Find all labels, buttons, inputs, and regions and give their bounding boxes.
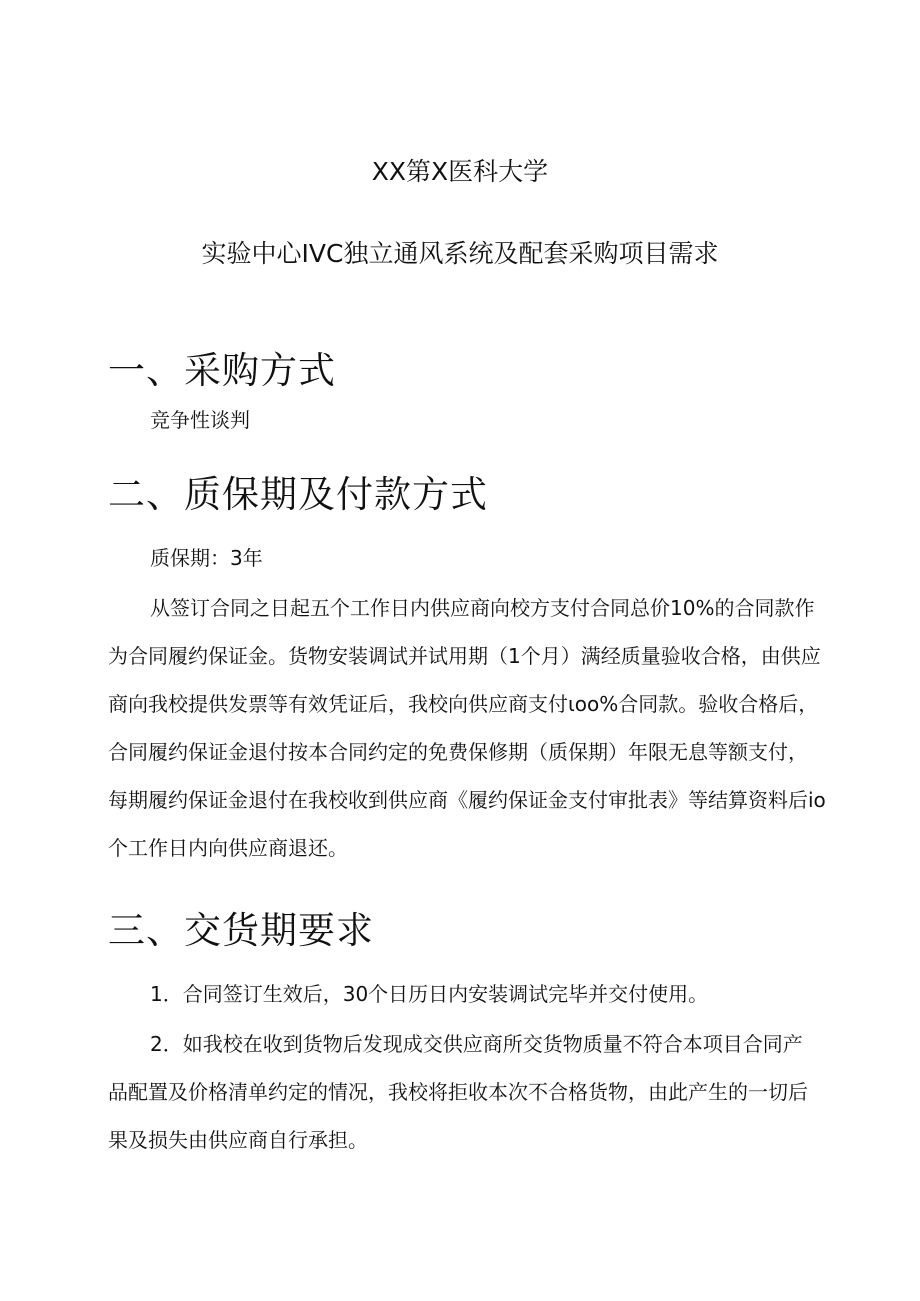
- delivery-item-2-line-3: 果及损失由供应商自行承担。: [108, 1128, 368, 1152]
- section-heading-procurement-method: 一、采购方式: [108, 349, 336, 392]
- delivery-item-2-line-2: 品配置及价格清单约定的情况，我校将拒收本次不合格货物，由此产生的一切后: [108, 1080, 808, 1104]
- payment-paragraph-line-6: 个工作日内向供应商退还。: [108, 836, 348, 860]
- payment-paragraph-line-5: 每期履约保证金退付在我校收到供应商《履约保证金支付审批表》等结算资料后io: [108, 788, 826, 812]
- delivery-item-1: 1．合同签订生效后，30个日历日内安装调试完毕并交付使用。: [150, 982, 709, 1006]
- payment-paragraph-line-3: 商向我校提供发票等有效凭证后，我校向供应商支付ιoo%合同款。验收合格后，: [108, 692, 819, 716]
- payment-paragraph-line-1: 从签订合同之日起五个工作日内供应商向校方支付合同总价10%的合同款作: [150, 596, 815, 620]
- payment-paragraph-line-4: 合同履约保证金退付按本合同约定的免费保修期（质保期）年限无息等额支付，: [108, 740, 808, 764]
- procurement-method-text: 竞争性谈判: [150, 408, 250, 432]
- document-title-line-1: XX第X医科大学: [371, 157, 549, 186]
- section-heading-warranty-payment: 二、质保期及付款方式: [108, 473, 488, 516]
- section-heading-delivery: 三、交货期要求: [108, 909, 374, 952]
- payment-paragraph-line-2: 为合同履约保证金。货物安装调试并试用期（1个月）满经质量验收合格，由供应: [108, 644, 821, 668]
- document-title-line-2: 实验中心IVC独立通风系统及配套采购项目需求: [201, 239, 719, 268]
- warranty-period-text: 质保期：3年: [150, 546, 263, 570]
- delivery-item-2-line-1: 2．如我校在收到货物后发现成交供应商所交货物质量不符合本项目合同产: [150, 1032, 803, 1056]
